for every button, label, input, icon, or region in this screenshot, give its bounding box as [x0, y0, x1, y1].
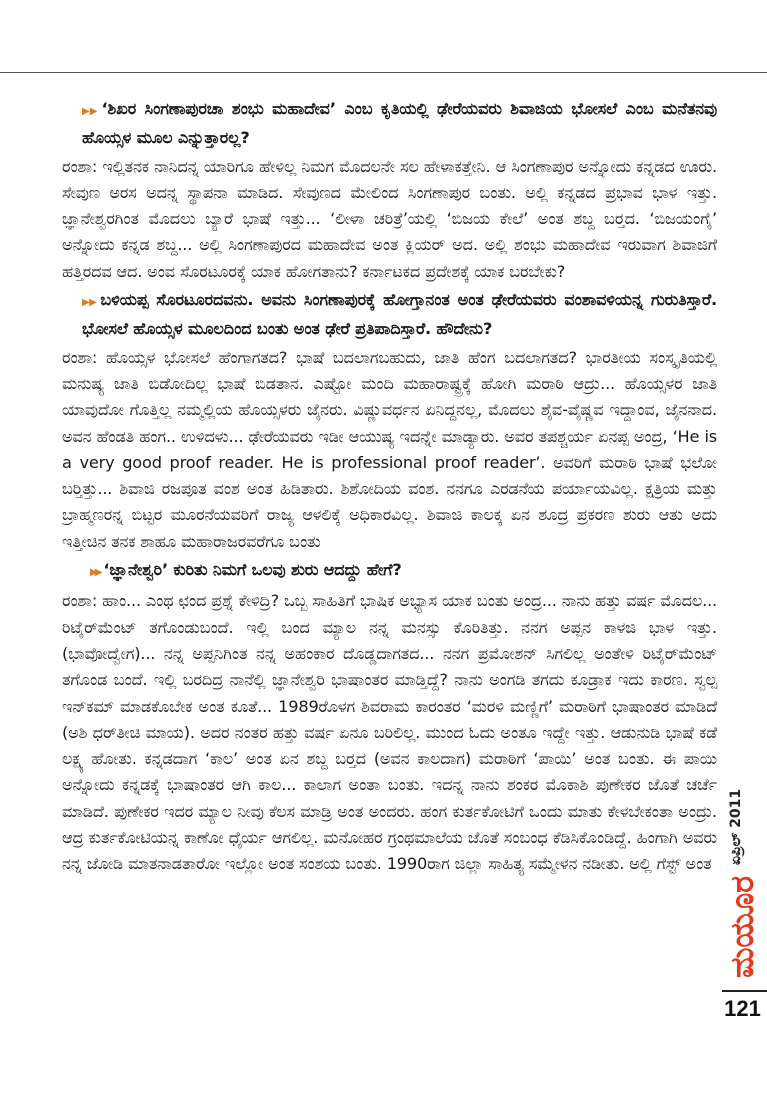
issue-date: ಏಪ್ರಿಲ್ 2011 [728, 788, 744, 865]
answer-1: ರಂಶಾ: ಇಲ್ಲಿತನಕ ನಾನಿದನ್ನ ಯಾರಿಗೂ ಹೇಳಿಲ್ಲ ನಿಮಗ ಮೊದಲನೇ ಸಲ ಹೇಳಾಕತ್ತೇನಿ. ಆ ಸಿಂಗಣಾಪುರ ಅನ್ನೋದು ಕನ್ನಡದ ಊರು. ಸೇವುಣ ಅರಸ ಅದನ್ನ ಸ್ಥಾಪನಾ ಮಾಡಿದ. ಸೇವುಣದ ಮೇಲಿಂದ ಸಿಂಗಣಾಪುರ ಬಂತು. ಅಲ್ಲಿ ಕನ್ನಡದ ಪ್ರಭಾವ ಭಾಳ ಇತ್ತು. ಜ್ಞಾನೇಶ್ವರಗಿಂತ ಮೊದಲು ಬ್ಯಾರೆ ಭಾಷೆ ಇತ್ತು... ‘ಲೀಳಾ ಚರಿತ್ರೆ’ಯಲ್ಲಿ ‘ಬಿಜಯ ಕೇಲೆ’ ಅಂತ ಶಬ್ದ ಬರ‍್ತದ. ‘ಬಿಜಯಂಗೈ’ ಅನ್ನೋದು ಕನ್ನಡ ಶಬ್ದ... ಅಲ್ಲಿ ಸಿಂಗಣಾಪುರದ ಮಹಾದೇವ ಅಂತ ಕ್ಲಿಯರ್ ಅದ. ಅಲ್ಲಿ ಶಂಭು ಮಹಾದೇವ ಇರುವಾಗ ಶಿವಾಜಿಗೆ ಹತ್ತಿರದವ ಆದ. ಅಂವ ಸೊರಟೂರಕ್ಕೆ ಯಾಕ ಹೋಗತಾನು? ಕರ್ನಾಟಕದ ಪ್ರದೇಶಕ್ಕೆ ಯಾಕ ಬರಬೇಕು? [62, 156, 717, 281]
top-divider [0, 72, 767, 73]
answer-3: ರಂಶಾ: ಹಾಂ... ಎಂಥ ಛಂದ ಪ್ರಶ್ನೆ ಕೇಳಿದ್ರಿ? ಒಬ್ಬ ಸಾಹಿತಿಗೆ ಭಾಷಿಕ ಅಭ್ಯಾಸ ಯಾಕ ಬಂತು ಅಂದ್ರ... ನಾನು ಹತ್ತು ವರ್ಷ ಮೊದಲ... ರಿಟೈರ್‌ಮೆಂಟ್ ತಗೊಂಡುಬಂದೆ. ಇಲ್ಲಿ ಬಂದ ಮ್ಯಾಲ ನನ್ನ ಮನಸ್ಸು ಕೊರಿತಿತ್ತು. ನನಗ ಅಪ್ಪನ ಕಾಳಜಿ ಭಾಳ ಇತ್ತು. (ಭಾವೋದ್ವೇಗ)... ನನ್ನ ಅಪ್ಪನಿಗಿಂತ ನನ್ನ ಅಹಂಕಾರ ದೊಡ್ಡದಾಗತದ... ನನಗ ಪ್ರಮೋಶನ್ ಸಿಗಲಿಲ್ಲ ಅಂತೇಳಿ ರಿಟೈರ್‌ಮೆಂಟ್ ತಗೊಂಡ ಬಂದೆ. ಇಲ್ಲಿ ಬರದಿದ್ರ ನಾನೆಲ್ಲಿ ಜ್ಞಾನೇಶ್ವರಿ ಭಾಷಾಂತರ ಮಾಡ್ತಿದ್ದೆ? ನಾನು ಅಂಗಡಿ ತಗದು ಕೂಡ್ರಾಕ ಇದು ಕಾರಣ. ಸ್ವಲ್ಪ ಇನ್‌ಕಮ್ ಮಾಡಕೊಬೇಕ ಅಂತ ಕೂತೆ... 1989ರೊಳಗ ಶಿವರಾಮ ಕಾರಂತರ ‘ಮರಳಿ ಮಣ್ಣಿಗೆ’ ಮರಾಠಿಗೆ ಭಾಷಾಂತರ ಮಾಡಿದೆ (ಅಶಿ ಧರ್‌ತೀಚಿ ಮಾಯ). ಅದರ ನಂತರ ಹತ್ತು ವರ್ಷ ಏನೂ ಬರಿಲಿಲ್ಲ. ಮುಂದ ಓದು ಅಂತೂ ಇದ್ದೇ ಇತ್ತು. ಆಡುನುಡಿ ಭಾಷೆ ಕಡೆ ಲಕ್ಷ್ಯ ಹೋತು. ಕನ್ನಡದಾಗ ‘ಕಾಲ’ ಅಂತ ಏನ ಶಬ್ದ ಬರ‍್ತದ (ಅವನ ಕಾಲದಾಗ) ಮರಾಠಿಗೆ ‘ಪಾಯಿ’ ಅಂತ ಬಂತು. ಈ ಪಾಯಿ ಅನ್ನೋದು ಕನ್ನಡಕ್ಕೆ ಭಾಷಾಂತರ ಆಗಿ ಕಾಲ... ಕಾಲಾಗ ಅಂತಾ ಬಂತು. ಇದನ್ನ ನಾನು ಶಂಕರ ಮೊಕಾಶಿ ಪುಣೇಕರ ಜೊತೆ ಚರ್ಚೆ ಮಾಡಿದೆ. ಪುಣೇಕರ ಇದರ ಮ್ಯಾಲ ನೀವು ಕೆಲಸ ಮಾಡ್ರಿ ಅಂತ ಅಂದರು. ಹಂಗ ಕುರ್ತಕೋಟಿಗೆ ಒಂದು ಮಾತು ಕೇಳಬೇಕಂತಾ ಅಂದ್ರು. ಆದ್ರ ಕುರ್ತಕೋಟಿಯನ್ನ ಕಾಣೋ ಧೈರ್ಯ ಆಗಲಿಲ್ಲ. ಮನೋಹರ ಗ್ರಂಥಮಾಲೆಯ ಜೊತೆ ಸಂಬಂಧ ಕೆಡಿಸಿಕೊಂಡಿದ್ದೆ. ಹಿಂಗಾಗಿ ಅವರು ನನ್ನ ಜೋಡಿ ಮಾತನಾಡತಾರೋ ಇಲ್ಲೋ ಅಂತ ಸಂಶಯ ಬಂತು. 1990ರಾಗ ಜಿಲ್ಲಾ ಸಾಹಿತ್ಯ ಸಮ್ಮೇಳನ ನಡೀತು. ಅಲ್ಲಿ ಗೆಸ್ಟ್ ಅಂತ [62, 591, 717, 874]
magazine-logo: ಮಯೂರ [723, 875, 761, 978]
article-body [62, 96, 717, 880]
question-2 [62, 287, 717, 343]
arrow-bullet-icon: ▶▶ [90, 567, 100, 579]
question-2-text: ಬಳಿಯಪ್ಪ ಸೊರಟೂರದವನು. ಅವನು ಸಿಂಗಣಾಪುರಕ್ಕೆ ಹೋಗ್ತಾನಂತ ಅಂತ ಢೇರೆಯವರು ವಂಶಾವಳಿಯನ್ನ ಗುರುತಿಸ್ತಾರೆ. ಭೋಸಲೆ ಹೊಯ್ಸಳ ಮೂಲದಿಂದ ಬಂತು ಅಂತ ಢೇರೆ ಪ್ರತಿಪಾದಿಸ್ತಾರೆ. ಹೌದೇನು? [82, 290, 717, 339]
question-3 [62, 557, 717, 586]
page-number: 121 [724, 996, 761, 1021]
arrow-bullet-icon: ▶▶ [82, 297, 97, 309]
page-number-rule [722, 990, 767, 992]
arrow-bullet-icon: ▶▶ [82, 106, 98, 117]
question-1-text: ‘ಶಿಖರ ಸಿಂಗಣಾಪುರಚಾ ಶಂಭು ಮಹಾದೇವ’ ಎಂಬ ಕೃತಿಯಲ್ಲಿ ಢೇರೆಯವರು ಶಿವಾಜಿಯ ಭೋಸಲೆ ಎಂಬ ಮನೆತನವು ಹೊಯ್ಸಳ ಮೂಲ ಎನ್ನುತ್ತಾರಲ್ಲ? [82, 99, 718, 148]
answer-2: ರಂಶಾ: ಹೊಯ್ಸಳ ಭೋಸಲೆ ಹೆಂಗಾಗತದ? ಭಾಷೆ ಬದಲಾಗಬಹುದು, ಜಾತಿ ಹೆಂಗ ಬದಲಾಗತದ? ಭಾರತೀಯ ಸಂಸ್ಕೃತಿಯಲ್ಲಿ ಮನುಷ್ಯ ಜಾತಿ ಬಿಡೋದಿಲ್ಲ ಭಾಷೆ ಬಿಡತಾನ. ಎಷ್ಟೋ ಮಂದಿ ಮಹಾರಾಷ್ಟ್ರಕ್ಕೆ ಹೋಗಿ ಮರಾಠಿ ಆದ್ರು... ಹೊಯ್ಸಳರ ಜಾತಿ ಯಾವುದೋ ಗೊತ್ತಿಲ್ಲ ನಮ್ಮಲ್ಲಿಯ ಹೊಯ್ಸಳರು ಜೈನರು. ವಿಷ್ಣುವರ್ಧನ ಏನಿದ್ದನಲ್ಲ, ಮೊದಲು ಶೈವ-ವೈಷ್ಣವ ಇದ್ದಾಂವ, ಜೈನನಾದ. ಅವನ ಹೆಂಡತಿ ಹಂಗ.. ಉಳಿದಳು... ಢೇರೆಯವರು ಇಡೀ ಆಯುಷ್ಯ ಇದನ್ನೇ ಮಾಡ್ಯಾರು. ಅವರ ತಪಶ್ಚರ್ಯ ಏನಪ್ಪ ಅಂದ್ರ, ‘He is a very good proof reader. He is professional proof reader’. ಅವರಿಗೆ ಮರಾಠಿ ಭಾಷೆ ಭಲೋ ಬರ‍್ತಿತ್ತು... ಶಿವಾಜಿ ರಜಪೂತ ವಂಶ ಅಂತ ಹಿಡಿತಾರು. ಶಿಶೋದಿಯ ವಂಶ. ನನಗೂ ಎರಡನೆಯ ಪರ್ಯಾಯವಿಲ್ಲ. ಕ್ಷತ್ರಿಯ ಮತ್ತು ಬ್ರಾಹ್ಮಣರನ್ನ ಬಿಟ್ಟರ ಮೂರನೆಯವರಿಗೆ ರಾಜ್ಯ ಆಳಲಿಕ್ಕೆ ಅಧಿಕಾರವಿಲ್ಲ. ಶಿವಾಜಿ ಕಾಲಕ್ಕ ಏನ ಶೂದ್ರ ಪ್ರಕರಣ ಶುರು ಆತು ಅದು ಇತ್ತೀಚಿನ ತನಕ ಶಾಹೂ ಮಹಾರಾಜರವರೆಗೂ ಬಂತು [62, 347, 717, 551]
question-3-text: ‘ಜ್ಞಾನೇಶ್ವರಿ’ ಕುರಿತು ನಿಮಗೆ ಒಲವು ಶುರು ಆದದ್ದು ಹೇಗೆ? [103, 560, 402, 580]
question-1 [62, 96, 717, 152]
